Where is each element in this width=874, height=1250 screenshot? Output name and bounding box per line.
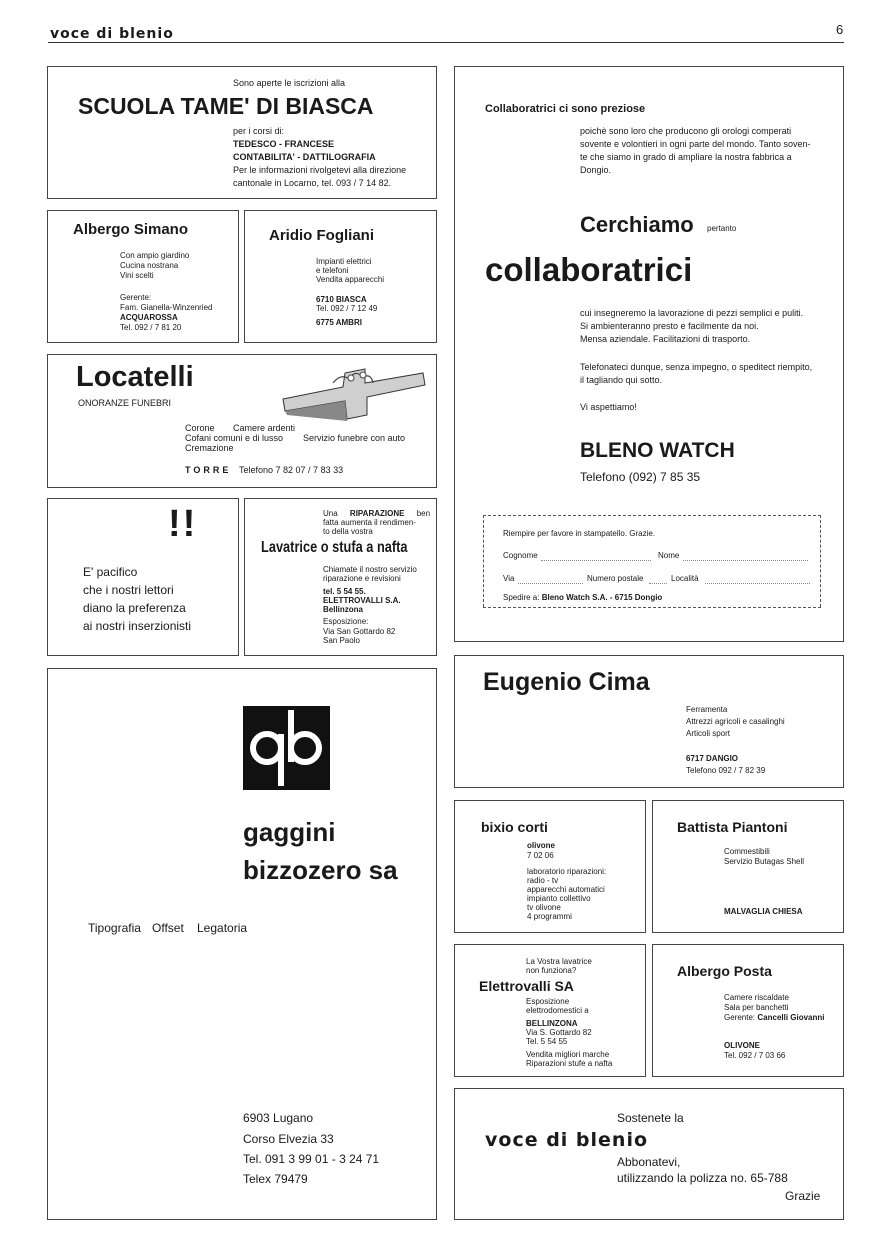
coupon-nome-label: Nome (658, 551, 680, 560)
bleno-p2: sovente e volontieri in ogni parte del mondo. Tanto soven- (580, 139, 811, 149)
gaggini-addr3: Tel. 091 3 99 01 - 3 24 71 (243, 1152, 380, 1166)
bleno-p5: cui insegneremo la lavorazione di pezzi semplici e puliti. (580, 308, 804, 318)
bixio-l8: 4 programmi (527, 912, 572, 921)
elettrovalli-l6: Via S. Gottardo 82 (526, 1028, 592, 1037)
gb-logo (243, 706, 330, 790)
locatelli-l1b: Camere ardenti (233, 423, 296, 433)
simano-l1: Con ampio giardino (120, 251, 190, 260)
fogliani-l5: Tel. 092 / 7 12 49 (316, 304, 378, 313)
locatelli-l3: Cremazione (185, 443, 234, 453)
coupon (483, 509, 821, 609)
fogliani-l1: Impianti elettrici (316, 257, 372, 266)
ad-albergo-posta (652, 944, 844, 1077)
masthead: voce di blenio (50, 26, 174, 42)
coupon-numero-label: Numero postale (587, 574, 644, 583)
voce-l3: utilizzando la polizza no. 65-788 (617, 1171, 788, 1185)
lavatrice-l8: Bellinzona (323, 605, 364, 614)
bleno-p3: te che siamo in grado di ampliare la nostra fabbrica a (580, 152, 792, 162)
ad-sostenete (454, 1088, 844, 1220)
ad-lavatrice (244, 498, 437, 656)
bleno-p9: il tagliando qui sotto. (580, 375, 663, 385)
posta-l3b: Cancelli Giovanni (757, 1013, 825, 1022)
coupon-border-bottom (483, 607, 821, 608)
gb-logo-mark (243, 706, 330, 790)
ad-elettrovalli (454, 944, 646, 1077)
scuola-line3: CONTABILITA' - DATTILOGRAFIA (233, 152, 376, 162)
elettrovalli-l3: Esposizione (526, 997, 570, 1006)
voce-l2: Abbonatevi, (617, 1155, 681, 1169)
bleno-cerchiamo: Cerchiamo (580, 212, 694, 237)
cima-title: Eugenio Cima (483, 668, 650, 696)
simano-l5: Fam. Gianella-Winzenried (120, 303, 213, 312)
coupon-localita-label: Località (671, 574, 699, 583)
lavatrice-l3: to della vostra (323, 527, 373, 536)
gaggini-addr1: 6903 Lugano (243, 1111, 314, 1125)
fogliani-l2: e telefoni (316, 266, 349, 275)
scuola-intro: Sono aperte le iscrizioni alla (233, 78, 346, 88)
lavatrice-l7: ELETTROVALLI S.A. (323, 596, 401, 605)
coupon-via-label: Via (503, 574, 515, 583)
double-exclamation: !! (168, 503, 198, 545)
bleno-brand: BLENO WATCH (580, 439, 735, 462)
simano-title: Albergo Simano (73, 221, 189, 238)
ad-aridio-fogliani (244, 210, 437, 343)
fogliani-l4: 6710 BIASCA (316, 295, 367, 304)
elettrovalli-title: Elettrovalli SA (479, 978, 574, 994)
coupon-spedire-label: Spedire a: (503, 593, 540, 602)
coupon-nome-field[interactable] (683, 560, 808, 561)
lavatrice-l6: tel. 5 54 55. (323, 587, 366, 596)
elettrovalli-l9: Riparazioni stufe a nafta (526, 1059, 613, 1068)
gaggini-name2: bizzozero sa (243, 855, 398, 885)
elettrovalli-l2: non funziona? (526, 966, 577, 975)
coupon-cognome-label: Cognome (503, 551, 538, 560)
posta-l5: Tel. 092 / 7 03 66 (724, 1051, 786, 1060)
locatelli-title: Locatelli (76, 361, 194, 393)
ad-eugenio-cima (454, 655, 844, 788)
bixio-l7: tv olivone (527, 903, 561, 912)
bleno-p7: Mensa aziendale. Facilitazioni di trasporto. (580, 334, 751, 344)
bleno-headline: Collaboratrici ci sono preziose (485, 103, 646, 115)
posta-l1: Camere riscaldate (724, 993, 789, 1002)
elettrovalli-l4: elettrodomestici a (526, 1006, 589, 1015)
piantoni-l2: Servizio Butagas Shell (724, 857, 805, 866)
coupon-cognome-field[interactable] (541, 560, 651, 561)
locatelli-phone: Telefono 7 82 07 / 7 83 33 (239, 465, 344, 475)
lavatrice-l4: Chiamate il nostro servizio (323, 565, 417, 574)
gaggini-service-2: Legatoria (197, 921, 248, 935)
bleno-p6: Si ambienteranno presto e facilmente da noi. (580, 321, 759, 331)
gaggini-name1: gaggini (243, 817, 336, 847)
lavatrice-l5: riparazione e revisioni (323, 574, 401, 583)
fogliani-l6: 6775 AMBRI (316, 318, 362, 327)
ad-locatelli (47, 354, 437, 488)
cima-l3: Articoli sport (686, 729, 731, 738)
lavatrice-l10: Via San Gottardo 82 (323, 627, 396, 636)
bleno-pertanto: pertanto (707, 224, 737, 233)
header-rule (48, 42, 844, 43)
bixio-l4: radio - tv (527, 876, 559, 885)
bleno-p10: Vi aspettiamo! (580, 402, 637, 412)
scuola-line2: TEDESCO - FRANCESE (233, 139, 335, 149)
simano-l6: ACQUAROSSA (120, 313, 178, 322)
ad-scuola-tame (47, 66, 437, 199)
pacifico-l2: che i nostri lettori (83, 583, 174, 597)
gaggini-addr2: Corso Elvezia 33 (243, 1132, 334, 1146)
voce-masthead: voce di blenio (485, 1129, 649, 1151)
scuola-line5: cantonale in Locarno, tel. 093 / 7 14 82. (233, 178, 392, 188)
coupon-border-left (483, 515, 484, 607)
ad-battista-piantoni (652, 800, 844, 933)
piantoni-title: Battista Piantoni (677, 819, 788, 835)
scuola-title: SCUOLA TAME' DI BIASCA (78, 93, 374, 119)
piantoni-l3: MALVAGLIA CHIESA (724, 907, 803, 916)
ad-bixio-corti (454, 800, 646, 933)
locatelli-l2: Cofani comuni e di lusso (185, 433, 284, 443)
fogliani-title: Aridio Fogliani (269, 227, 374, 244)
bleno-phone: Telefono (092) 7 85 35 (580, 470, 701, 484)
cima-l5: Telefono 092 / 7 82 39 (686, 766, 766, 775)
coupon-spedire (503, 593, 662, 603)
locatelli-subtitle: ONORANZE FUNEBRI (78, 398, 172, 408)
bixio-l2: 7 02 06 (527, 851, 554, 860)
bleno-p1: poichè sono loro che producono gli orologi comperati (580, 126, 792, 136)
lavatrice-l1b: RIPARAZIONE (349, 509, 405, 518)
scuola-line4: Per le informazioni rivolgetevi alla direzione (233, 165, 407, 175)
gaggini-service-1: Offset (152, 921, 184, 935)
fogliani-l3: Vendita apparecchi (316, 275, 385, 284)
locatelli-town: TORRE (185, 465, 232, 475)
bixio-l3: laboratorio riparazioni: (527, 867, 607, 876)
lavatrice-l11: San Paolo (323, 636, 360, 645)
simano-l7: Tel. 092 / 7 81 20 (120, 323, 182, 332)
locatelli-l2b: Servizio funebre con auto (303, 433, 406, 443)
lavatrice-l2: fatta aumenta il rendimen- (323, 518, 416, 527)
ad-gaggini-bizzozero (47, 668, 437, 1220)
elettrovalli-l8: Vendita migliori marche (526, 1050, 610, 1059)
posta-l2: Sala per banchetti (724, 1003, 789, 1012)
bleno-p8: Telefonateci dunque, senza impegno, o speditect riempito, (580, 362, 813, 372)
elettrovalli-l1: La Vostra lavatrice (526, 957, 592, 966)
page-number: 6 (836, 22, 844, 37)
bixio-title: bixio corti (481, 819, 548, 835)
ad-albergo-simano (47, 210, 239, 343)
bixio-l5: apparecchi automatici (527, 885, 605, 894)
coupon-via-field[interactable] (518, 583, 583, 584)
voce-l4: Grazie (785, 1189, 821, 1203)
gaggini-addr4: Telex 79479 (243, 1172, 308, 1186)
ad-bleno-watch (454, 66, 844, 642)
posta-l4: OLIVONE (724, 1041, 761, 1050)
elettrovalli-l7: Tel. 5 54 55 (526, 1037, 568, 1046)
ad-pacifico (47, 498, 239, 656)
posta-title: Albergo Posta (677, 963, 772, 979)
bixio-l6: impianto collettivo (527, 894, 591, 903)
coupon-numero-field[interactable] (649, 583, 667, 584)
piantoni-l1: Commestibili (724, 847, 770, 856)
elettrovalli-l5: BELLINZONA (526, 1019, 578, 1028)
locatelli-l1: Corone (185, 423, 215, 433)
posta-l3 (724, 1013, 825, 1023)
bleno-collaboratrici: collaboratrici (485, 251, 693, 288)
simano-l3: Vini scelti (120, 271, 154, 280)
lavatrice-l1a: Una (323, 509, 338, 518)
coupon-border-top (483, 515, 821, 516)
cima-l1: Ferramenta (686, 705, 728, 714)
coupon-instructions: Riempire per favore in stampatello. Grazie. (503, 529, 656, 538)
coupon-localita-field[interactable] (705, 583, 810, 584)
gaggini-service-0: Tipografia (88, 921, 141, 935)
cross-illustration (273, 361, 433, 423)
pacifico-l3: diano la preferenza (83, 601, 186, 615)
lavatrice-l9: Esposizione: (323, 617, 369, 626)
cima-l4: 6717 DANGIO (686, 754, 739, 763)
scuola-line1: per i corsi di: (233, 126, 285, 136)
coupon-address: Bleno Watch S.A. - 6715 Dongio (541, 593, 663, 602)
voce-l1: Sostenete la (617, 1111, 684, 1125)
simano-l2: Cucina nostrana (120, 261, 179, 270)
bleno-p4: Dongio. (580, 165, 612, 175)
lavatrice-l1c: ben (416, 509, 431, 518)
posta-l3a: Gerente: (724, 1013, 756, 1022)
bixio-l1: olivone (527, 841, 556, 850)
cima-l2: Attrezzi agricoli e casalinghi (686, 717, 785, 726)
pacifico-l4: ai nostri inserzionisti (83, 619, 192, 633)
pacifico-l1: E' pacifico (83, 565, 138, 579)
lavatrice-title: Lavatrice o stufa a nafta (261, 539, 408, 556)
coupon-border-right (820, 515, 821, 607)
simano-l4: Gerente: (120, 293, 152, 302)
